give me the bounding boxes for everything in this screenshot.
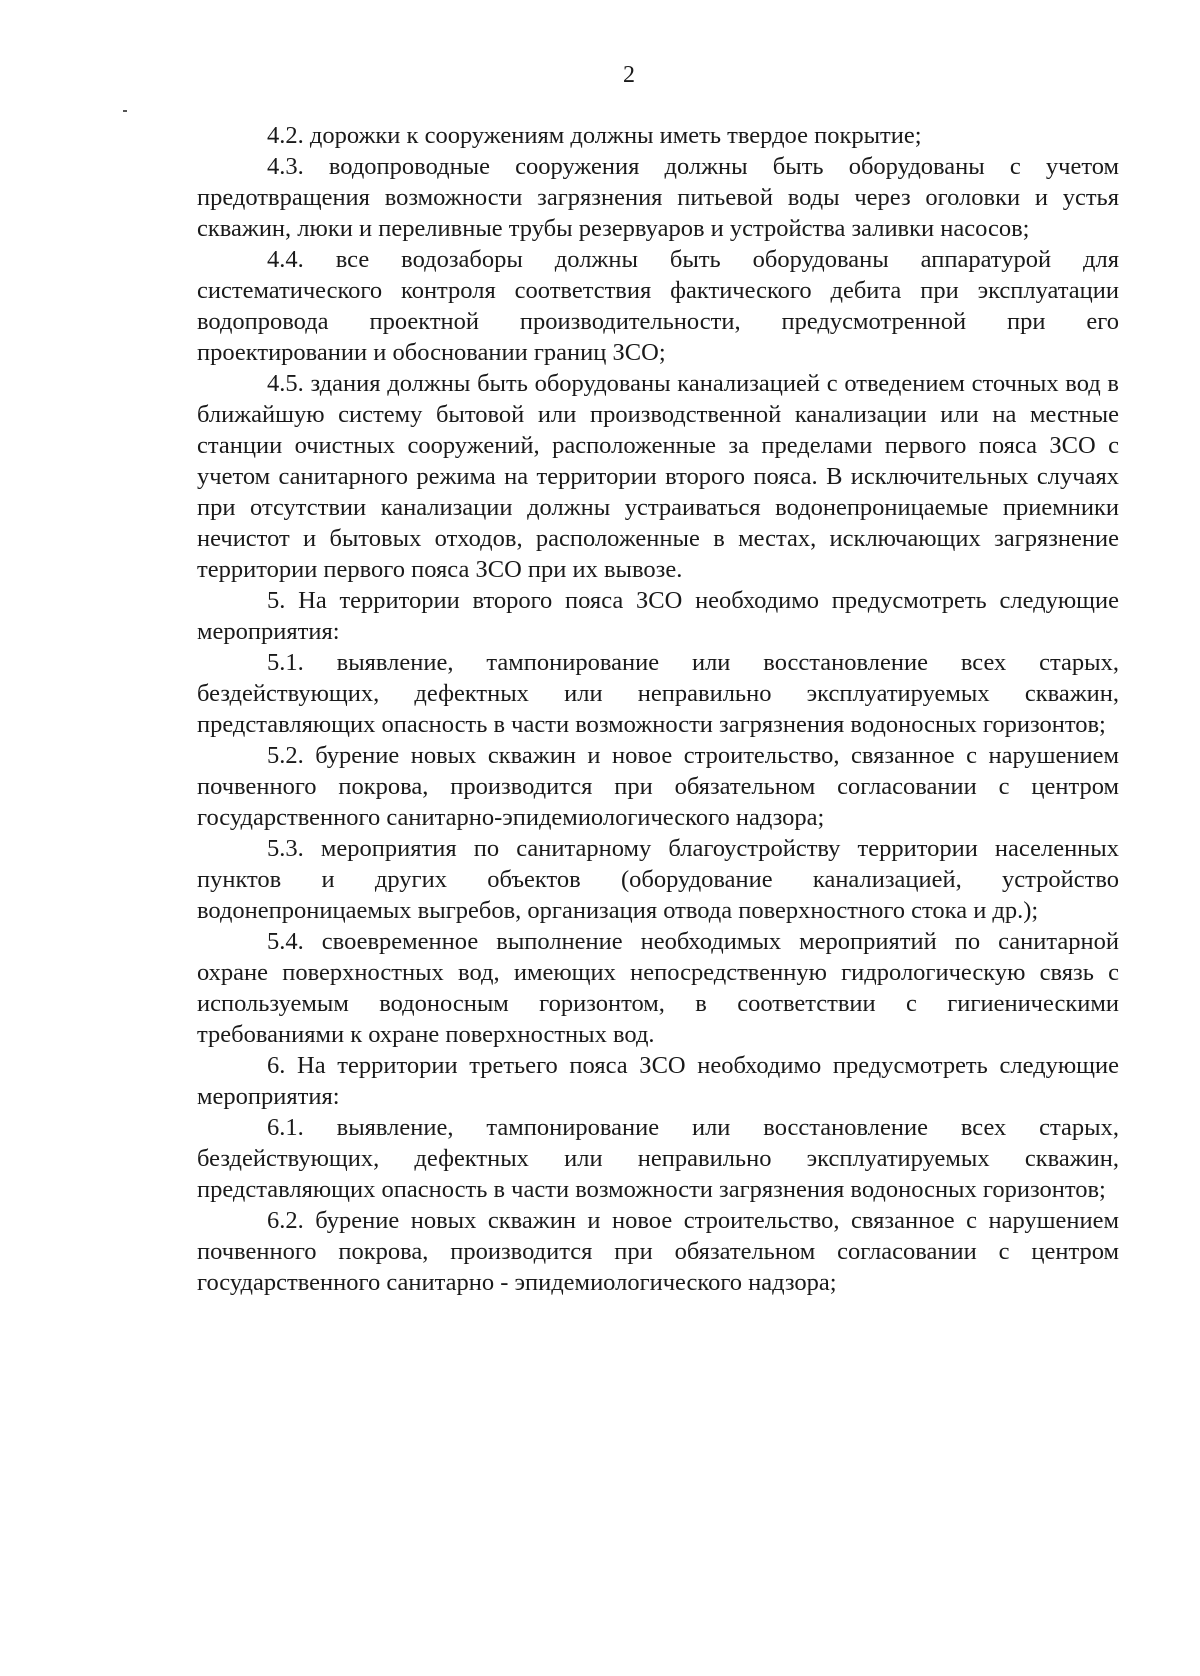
paragraph-6-1: 6.1. выявление, тампонирование или восстановление всех старых, бездействующих, дефектных или неправильно эксплуатируемых скважин, представляющих опасность в части возможности загрязнения водоносных горизонтов;: [197, 1114, 1119, 1203]
page-number: 2: [623, 62, 635, 88]
paragraph-5-2: 5.2. бурение новых скважин и новое строительство, связанное с нарушением почвенного покрова, производится при обязательном согласовании с центром государственного санитарно-эпидемиологического надзора;: [197, 742, 1119, 831]
paragraph-4-5: 4.5. здания должны быть оборудованы канализацией с отведением сточных вод в ближайшую систему бытовой или производственной канализации или на местные станции очистных сооружений, расположенные за пределами первого пояса ЗСО с учетом санитарного режима на территории второго пояса. В исключительных случаях при отсутствии канализации должны устраиваться водонепроницаемые приемники нечистот и бытовых отходов, расположенные в местах, исключающих загрязнение территории первого пояса ЗСО при их вывозе.: [197, 370, 1119, 583]
paragraph-5: 5. На территории второго пояса ЗСО необходимо предусмотреть следующие мероприятия:: [197, 587, 1119, 645]
paragraph-4-3: 4.3. водопроводные сооружения должны быть оборудованы с учетом предотвращения возможности загрязнения питьевой воды через оголовки и устья скважин, люки и переливные трубы резервуаров и устройства заливки насосов;: [197, 153, 1119, 242]
document-body: [197, 120, 1119, 1298]
scan-speck: [123, 110, 127, 112]
paragraph-6-2: 6.2. бурение новых скважин и новое строительство, связанное с нарушением почвенного покрова, производится при обязательном согласовании с центром государственного санитарно - эпидемиологического надзора;: [197, 1207, 1119, 1296]
paragraph-4-4: 4.4. все водозаборы должны быть оборудованы аппаратурой для систематического контроля соответствия фактического дебита при эксплуатации водопровода проектной производительности, предусмотренной при его проектировании и обосновании границ ЗСО;: [197, 246, 1119, 366]
paragraph-6: 6. На территории третьего пояса ЗСО необходимо предусмотреть следующие мероприятия:: [197, 1052, 1119, 1110]
paragraph-5-1: 5.1. выявление, тампонирование или восстановление всех старых, бездействующих, дефектных или неправильно эксплуатируемых скважин, представляющих опасность в части возможности загрязнения водоносных горизонтов;: [197, 649, 1119, 738]
paragraph-4-2: 4.2. дорожки к сооружениям должны иметь твердое покрытие;: [267, 122, 922, 149]
paragraph-5-4: 5.4. своевременное выполнение необходимых мероприятий по санитарной охране поверхностных вод, имеющих непосредственную гидрологическую связь с используемым водоносным горизонтом, в соответствии с гигиеническими требованиями к охране поверхностных вод.: [197, 928, 1119, 1048]
paragraph-5-3: 5.3. мероприятия по санитарному благоустройству территории населенных пунктов и других объектов (оборудование канализацией, устройство водонепроницаемых выгребов, организация отвода поверхностного стока и др.);: [197, 835, 1119, 924]
